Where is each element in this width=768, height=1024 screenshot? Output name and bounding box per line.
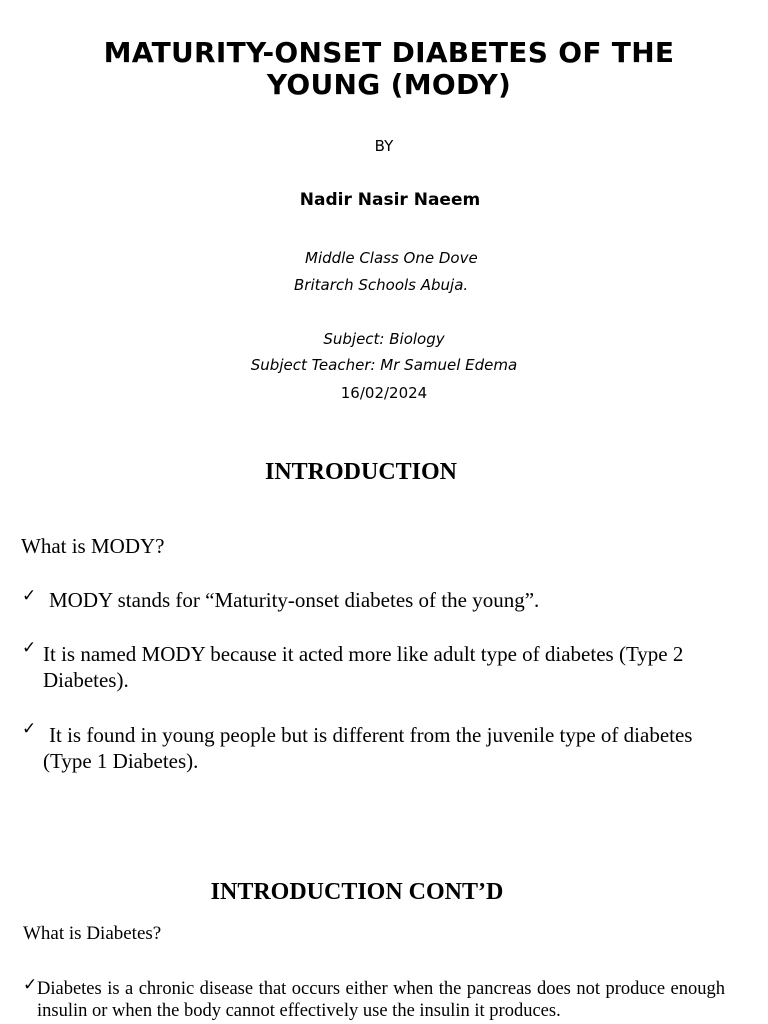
check-icon: ✓: [23, 975, 38, 995]
check-icon: ✓: [22, 638, 37, 658]
check-icon: ✓: [22, 719, 37, 739]
intro-bullet-2: It is named MODY because it acted more like adult type of diabetes (Type 2 Diabetes).: [43, 642, 684, 692]
introduction-contd-heading: INTRODUCTION CONT’D: [210, 879, 504, 905]
date-line: 16/02/2024: [340, 384, 428, 402]
what-is-diabetes-question: What is Diabetes?: [23, 923, 162, 944]
subject-line: Subject: Biology: [323, 330, 445, 348]
by-label: BY: [374, 137, 394, 155]
school-line: Britarch Schools Abuja.: [294, 276, 469, 294]
what-is-mody-question: What is MODY?: [21, 534, 165, 558]
intro-contd-bullet-1: Diabetes is a chronic disease that occurs either when the pancreas does not produce enough insulin or when the body cannot effectively use the insulin it produces.: [37, 979, 725, 1021]
author-name: Nadir Nasir Naeem: [299, 190, 481, 210]
introduction-heading: INTRODUCTION: [264, 459, 458, 485]
teacher-line: Subject Teacher: Mr Samuel Edema: [250, 356, 518, 374]
check-icon: ✓: [22, 586, 37, 606]
intro-bullet-3: It is found in young people but is different from the juvenile type of diabetes (Type 1 Diabetes).: [43, 723, 693, 773]
document-title: MATURITY-ONSET DIABETES OF THE YOUNG (MODY): [103, 36, 675, 101]
intro-bullet-1: MODY stands for “Maturity-onset diabetes of the young”.: [49, 588, 540, 612]
class-line: Middle Class One Dove: [305, 249, 478, 267]
